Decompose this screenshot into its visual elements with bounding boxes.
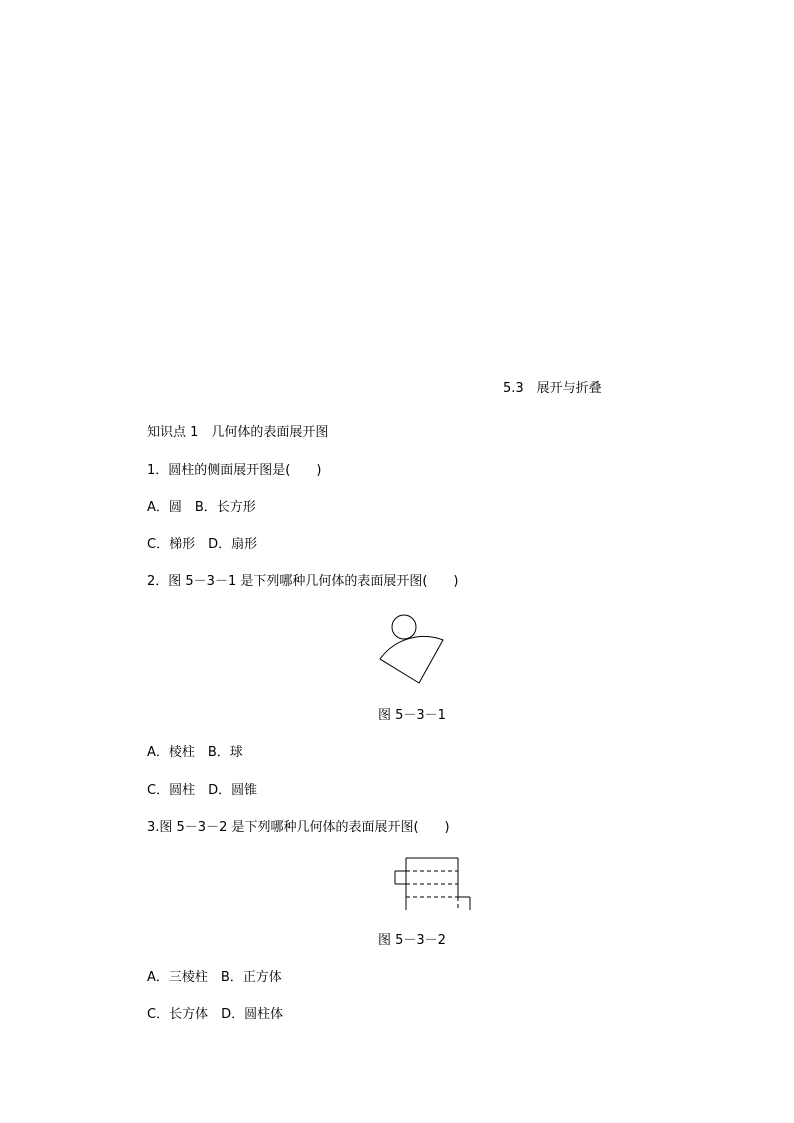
figure-cuboid-net (388, 854, 478, 914)
section-title: 5.3 展开与折叠 (503, 381, 602, 396)
question-3-options-cd: C．长方体 D．圆柱体 (147, 1007, 284, 1022)
figure-cone-net (370, 610, 460, 690)
question-1-options-cd: C．梯形 D．扇形 (147, 537, 258, 552)
knowledge-point-heading: 知识点 1 几何体的表面展开图 (147, 425, 329, 440)
question-3-stem: 3.图 5－3－2 是下列哪种几何体的表面展开图( ) (147, 820, 450, 835)
question-3-options-ab: A．三棱柱 B．正方体 (147, 970, 282, 985)
question-2-options-cd: C．圆柱 D．圆锥 (147, 783, 258, 798)
question-2-options-ab: A．棱柱 B．球 (147, 745, 243, 760)
cone-lateral-sector (380, 636, 443, 683)
figure-2-caption: 图 5－3－2 (378, 933, 446, 948)
cone-base-circle (392, 615, 416, 639)
question-2-stem: 2．图 5－3－1 是下列哪种几何体的表面展开图( ) (147, 574, 459, 589)
question-1-stem: 1．圆柱的侧面展开图是( ) (147, 463, 322, 478)
question-1-options-ab: A．圆 B．长方形 (147, 500, 256, 515)
figure-1-caption: 图 5－3－1 (378, 708, 446, 723)
